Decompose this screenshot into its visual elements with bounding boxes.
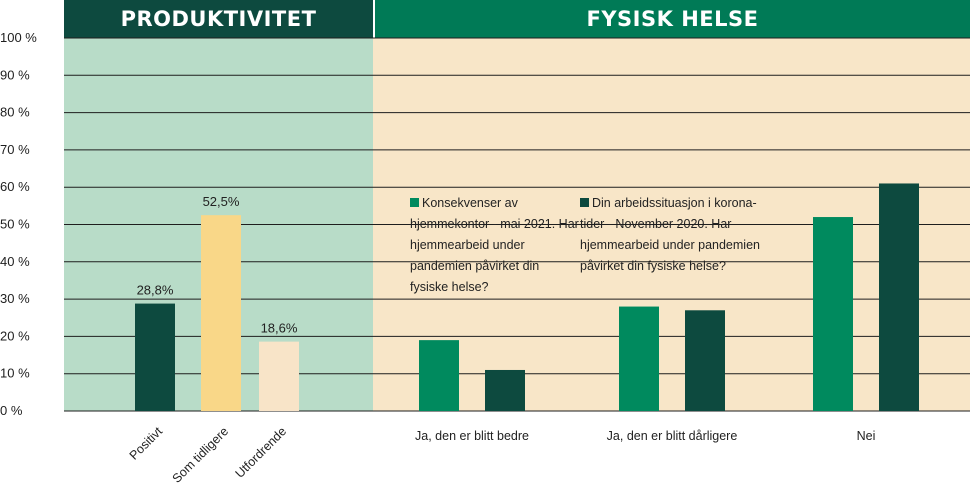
bar <box>619 307 659 411</box>
y-tick-label: 80 % <box>0 104 30 120</box>
bar <box>201 215 241 411</box>
y-tick-label: 40 % <box>0 253 30 269</box>
data-label: 28,8% <box>136 282 174 298</box>
x-tick-label: Ja, den er blitt dårligere <box>606 429 738 443</box>
x-tick-label: Nei <box>856 429 876 443</box>
legend-text-series-1: Konsekvenser av hjemmekontor - mai 2021. Har hjemmearbeid under pandemien påvirket din fysiske helse? <box>410 196 579 294</box>
y-tick-label: 0 % <box>0 403 23 418</box>
y-tick-label: 100 % <box>0 30 37 45</box>
y-tick-label: 90 % <box>0 67 30 83</box>
legend-item-series-2 <box>580 193 760 277</box>
x-tick-label: Utfordrende <box>232 424 290 481</box>
y-tick-label: 60 % <box>0 179 30 195</box>
x-tick-label: Ja, den er blitt bedre <box>415 429 529 443</box>
legend-swatch-series-2 <box>580 198 589 207</box>
bar <box>813 217 853 411</box>
bar <box>135 304 175 411</box>
y-tick-label: 50 % <box>0 216 30 232</box>
legend-item-series-1 <box>410 193 580 298</box>
legend-text-series-2: Din arbeidssituasjon i korona-tider - November 2020. Har hjemmearbeid under pandemien påvirket din fysiske helse? <box>580 196 760 273</box>
y-axis-ticks <box>0 30 37 418</box>
x-tick-label: Positivt <box>126 424 166 463</box>
panel-title-fysisk-helse: FYSISK HELSE <box>375 0 970 38</box>
y-tick-label: 20 % <box>0 328 30 344</box>
bar <box>485 370 525 411</box>
data-label: 18,6% <box>260 320 298 336</box>
data-label: 52,5% <box>202 194 240 210</box>
y-tick-label: 10 % <box>0 365 30 381</box>
bar <box>879 183 919 411</box>
legend-swatch-series-1 <box>410 198 419 207</box>
bar <box>685 310 725 411</box>
y-tick-label: 70 % <box>0 141 30 157</box>
y-tick-label: 30 % <box>0 291 30 307</box>
bar <box>259 342 299 411</box>
bar <box>419 340 459 411</box>
x-tick-label: Som tidligere <box>169 424 232 486</box>
panel-title-produktivitet: PRODUKTIVITET <box>64 0 373 38</box>
